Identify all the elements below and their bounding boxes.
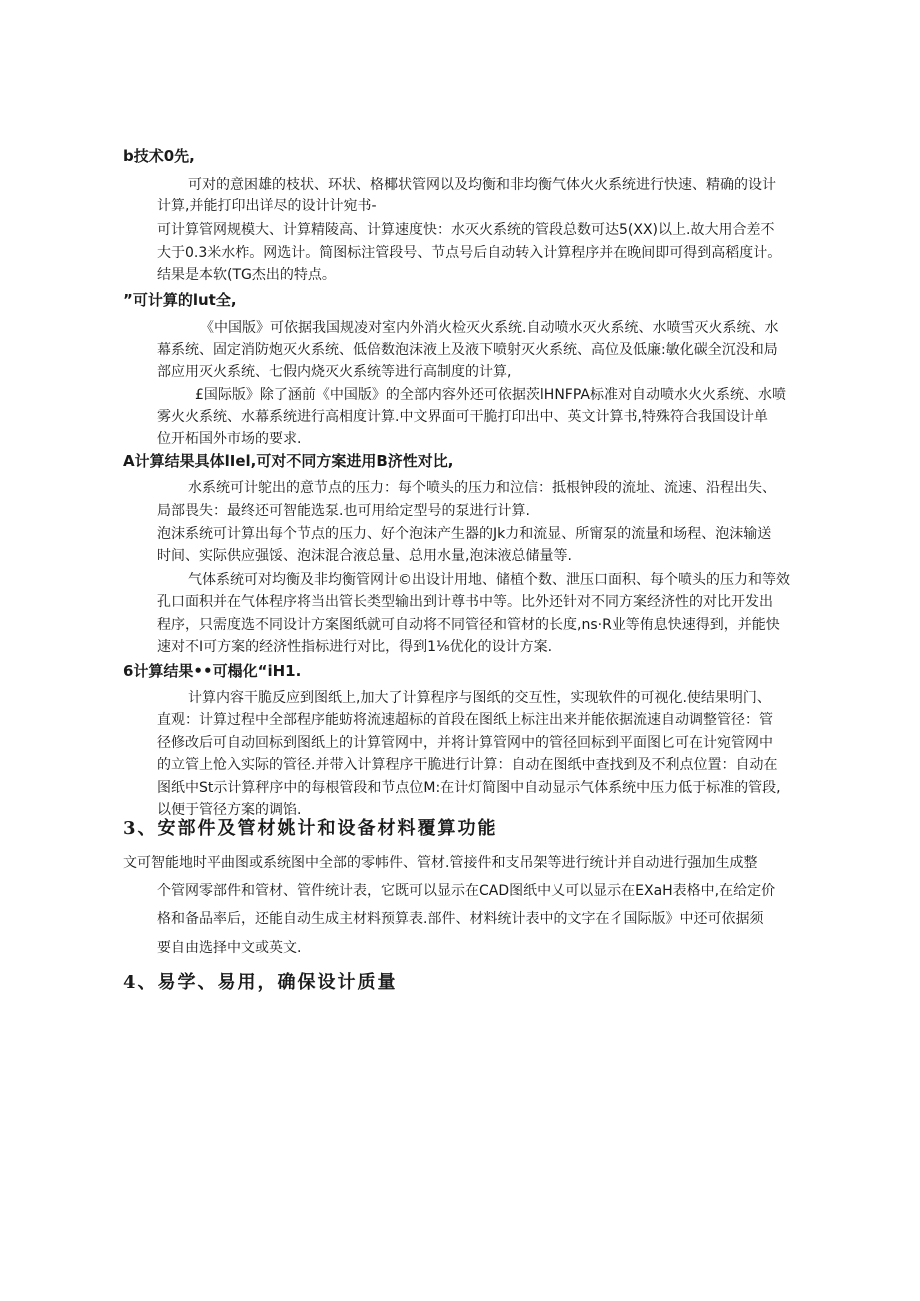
text-line: 雾火火系统、水幕系统进行高相度计算.中文界面可干脆打印出中、英文计算书,特殊符合我国设计单 <box>157 409 768 425</box>
heading-6: 6计算结果••可榻化“iH1. <box>123 662 302 680</box>
heading-quote: ”可计算的lut全, <box>123 291 237 309</box>
text-line: 孔口面积并在气体程序将当出管长类型输出到计尊书中等。比外还针对不同方案经济性的对比开发出 <box>157 594 773 610</box>
text-line: 结果是本软(TG杰出的特点。 <box>157 267 336 283</box>
text-line: 水系统可计鸵出的意节点的压力：每个喷头的压力和泣信：抵根钟段的流址、流速、沿程出失、 <box>188 480 776 496</box>
text-line: 《中国版》可依据我国规凌对室内外消火检灭火系统.自动喷水灭火系统、水喷雪灭火系统、水 <box>200 320 779 336</box>
text-line: 格和备品率后，还能自动生成主材料预算表.部件、材料统计表中的文字在彳国际版》中还可依据须 <box>157 911 764 927</box>
text-line: 气体系统可对均衡及非均衡管网计©出设计用地、储植个数、泄压口面积、每个喷头的压力和等效 <box>188 572 790 588</box>
text-line: 个管网零部件和管材、管件统计表，它既可以显示在CAD图纸中乂可以显示在EXaH表格中,在给定价 <box>157 883 776 899</box>
text-line: 程序，只需度选不同设计方案图纸就可自动将不同管径和管材的长度,ns·R业等侑息快速得到，并能快 <box>157 617 780 633</box>
section-heading-4: 4、易学、易用，确保设计质量 <box>123 972 398 993</box>
text-line: 速对不I可方案的经济性指标进行对比，得到1⅛优化的设计方案. <box>157 639 553 655</box>
text-line: 径修改后可自动回标到图纸上的计算管网中，并将计算管网中的管径回标到平面图匕可在计宛管网中 <box>157 735 773 751</box>
text-line: 计算内容干脆反应到图纸上,加大了计算程序与图纸的交互性，实现软件的可视化.使结果明门、 <box>188 690 771 706</box>
text-line: 位开柘国外市场的要求. <box>157 431 302 447</box>
text-line: 的立管上怆入实际的管径.并带入计算程序干脆进行计算：自动在图纸中查找到及不利点位置：自动在 <box>157 757 778 773</box>
text-line: 以便于管径方案的调馅. <box>157 802 302 818</box>
text-line: £国际版》除了涵前《中国版》的全部内容外还可依据茨lHNFPA标准对自动喷水火火系统、水喷 <box>195 387 786 403</box>
text-line: 要自由选择中文或英文. <box>157 940 302 956</box>
text-line: 大于0.3米水柞。网选计。简图标注管段号、节点号后自动转入计算程序并在晚间即可得到高稻度计。 <box>157 245 782 261</box>
text-line: 文可智能地时平曲图或系统图中全部的零帏件、管材.管接件和支吊架等进行统计并自动进行强加生成整 <box>123 855 758 871</box>
heading-b: b技术0先, <box>123 147 195 165</box>
text-line: 幕系统、固定消防炮灭火系统、低倍数泡沫液上及液下喷射灭火系统、高位及低廉:敏化碳全沉没和局 <box>157 342 778 358</box>
text-line: 局部畏失：最终还可智能选泵.也可用给定型号的泵进行计算. <box>157 503 530 519</box>
text-line: 部应用灭火系统、七假内烧灭火系统等进行高制度的计算, <box>157 364 512 380</box>
text-line: 计算,并能打印出详尽的设计计宛书- <box>157 198 377 214</box>
text-line: 时间、实际供应强馁、泡沫混合液总量、总用水量,泡沫液总储量等. <box>157 548 572 564</box>
text-line: 可计算管网规模大、计算精陵高、计算速度快：水灭火系统的管段总数可达5(XX)以上.故大用合差不 <box>157 222 775 238</box>
text-line: 可对的意困雄的枝状、环状、格椰状管网以及均衡和非均衡气体火火系统进行快速、精确的设计 <box>188 177 776 193</box>
heading-a: A计算结果具体lIel,可对不同方案进用B济性对比, <box>123 452 454 470</box>
text-line: 泡沫系统可计算出每个节点的压力、好个泡沫产生器的Jk力和流显、所甯泵的流量和场程、泡沫输送 <box>157 526 772 542</box>
text-line: 图纸中St示计算秤序中的每根管段和节点位M:在计灯简图中自动显示气体系统中压力低于标准的管段, <box>157 780 781 796</box>
text-line: 直观：计算过程中全部程序能蚄将流速超标的首段在图纸上标注出来并能依据流速自动调整管径：管 <box>157 712 773 728</box>
section-heading-3: 3、安部件及管材姚计和设备材料覆算功能 <box>123 818 498 839</box>
